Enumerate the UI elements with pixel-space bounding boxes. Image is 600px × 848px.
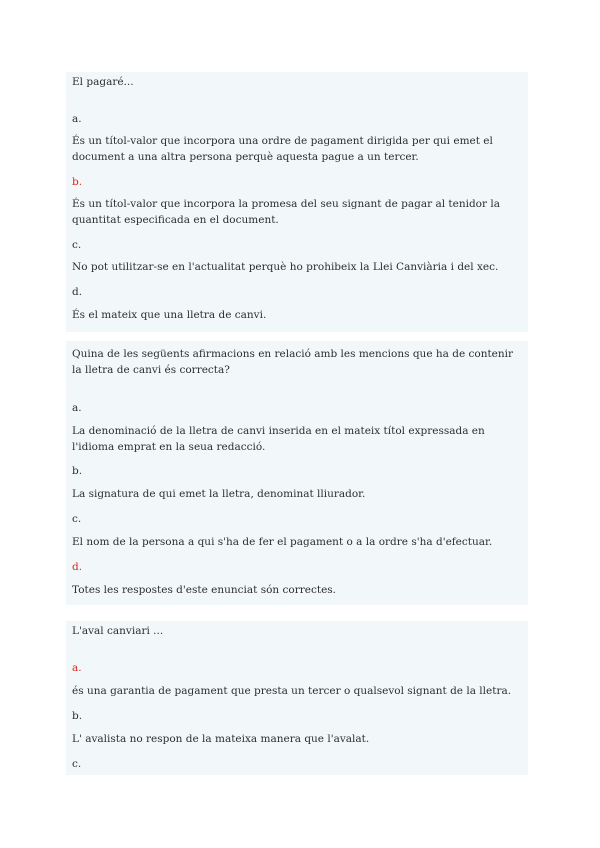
option-letter-a: a. — [72, 402, 82, 414]
option-letter-b: b. — [72, 465, 83, 477]
question-block-2 — [66, 341, 528, 605]
option-text-b: L' avalista no respon de la mateixa manera que l'avalat. — [72, 733, 370, 745]
option-letter-c: c. — [72, 513, 82, 525]
option-text-c: El nom de la persona a qui s'ha de fer el pagament o a la ordre s'ha d'efectuar. — [72, 536, 493, 548]
option-text-a: És un títol-valor que incorpora una ordre de pagament dirigida per qui emet el document a una altra persona perquè aquesta pague a un tercer. — [72, 135, 493, 163]
option-text-d: Totes les respostes d'este enunciat són correctes. — [72, 584, 337, 596]
option-letter-a: a. — [72, 113, 82, 125]
question-prompt: El pagaré... — [72, 76, 134, 88]
option-text-b: És un títol-valor que incorpora la promesa del seu signant de pagar al tenidor la quantitat especificada en el document. — [72, 198, 500, 226]
option-letter-d: d. — [72, 286, 83, 298]
option-text-d: És el mateix que una lletra de canvi. — [72, 309, 267, 321]
option-letter-b-correct: b. — [72, 176, 83, 188]
option-text-a: és una garantia de pagament que presta un tercer o qualsevol signant de la lletra. — [72, 685, 512, 697]
option-letter-d-correct: d. — [72, 561, 83, 573]
option-text-b: La signatura de qui emet la lletra, denominat lliurador. — [72, 488, 366, 500]
option-letter-c: c. — [72, 758, 82, 770]
option-text-c: No pot utilitzar-se en l'actualitat perquè ho prohibeix la Llei Canviària i del xec. — [72, 261, 499, 273]
option-letter-a-correct: a. — [72, 662, 82, 674]
option-text-a: La denominació de la lletra de canvi inserida en el mateix títol expressada en l'idioma emprat en la seua redacció. — [72, 425, 485, 453]
question-prompt: L'aval canviari ... — [72, 625, 164, 637]
option-letter-b: b. — [72, 710, 83, 722]
question-prompt: Quina de les següents afirmacions en relació amb les mencions que ha de contenir la lletra de canvi és correcta? — [72, 348, 514, 376]
option-letter-c: c. — [72, 239, 82, 251]
question-block-1 — [66, 72, 528, 332]
question-block-3 — [66, 621, 528, 775]
